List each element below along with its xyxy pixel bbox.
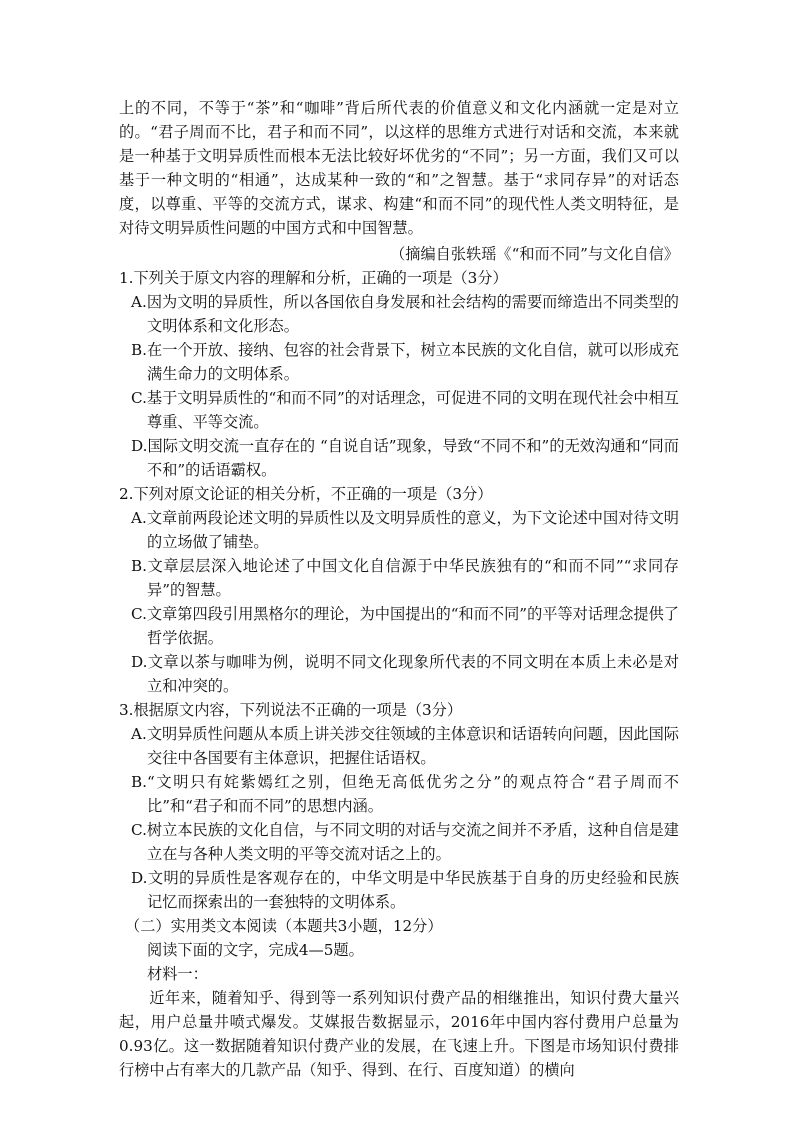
- option-b: B.文章层层深入地论述了中国文化自信源于中华民族独有的“和而不同”“求同存异”的智慧。: [131, 557, 679, 599]
- material-paragraph: 近年来，随着知乎、得到等一系列知识付费产品的相继推出，知识付费大量兴起，用户总量井喷式爆发。艾媒报告数据显示，2016年中国内容付费用户总量为0.93亿。这一数据随着知识付费产业的发展，在飞速上升。下图是市场知识付费排行榜中占有率大的几款产品（知乎、得到、在行、百度知道）的横向: [119, 989, 679, 1079]
- option-a: A.文章前两段论述文明的异质性以及文明异质性的意义，为下文论述中国对待文明的立场做了铺垫。: [131, 509, 679, 551]
- option-c: C.基于文明异质性的“和而不同”的对话理念，可促进不同的文明在现代社会中相互尊重、平等交流。: [131, 389, 679, 431]
- exam-page: [119, 96, 679, 1082]
- option-d: D.国际文明交流一直存在的 “自说自话”现象，导致“不同不和”的无效沟通和“同而不和”的话语霸权。: [131, 437, 679, 479]
- passage-citation: （摘编自张轶瑶《“和而不同”与文化自信》: [390, 245, 679, 263]
- option-c: C.树立本民族的文化自信，与不同文明的对话与交流之间并不矛盾，这种自信是建立在与各种人类文明的平等交流对话之上的。: [131, 821, 679, 863]
- section-heading: （二）实用类文本阅读（本题共3小题，12分）: [125, 917, 443, 935]
- option-b: B.“文明只有姹紫嫣红之别，但绝无高低优劣之分”的观点符合“君子周而不比”和“君子和而不同”的思想内涵。: [131, 773, 679, 815]
- option-b: B.在一个开放、接纳、包容的社会背景下，树立本民族的文化自信，就可以形成充满生命力的文明体系。: [131, 341, 679, 383]
- question-3: [119, 698, 679, 914]
- section-instruction: 阅读下面的文字，完成4—5题。: [147, 941, 364, 959]
- option-d: D.文明的异质性是客观存在的，中华文明是中华民族基于自身的历史经验和民族记忆而探索出的一套独特的文明体系。: [131, 869, 679, 911]
- question-stem: 3.根据原文内容，下列说法不正确的一项是（3分）: [119, 701, 463, 719]
- option-a: A.因为文明的异质性，所以各国依自身发展和社会结构的需要而缔造出不同类型的文明体系和文化形态。: [131, 293, 679, 335]
- question-2: [119, 482, 679, 698]
- passage-paragraph: 上的不同，不等于“茶”和“咖啡”背后所代表的价值意义和文化内涵就一定是对立的。“君子周而不比，君子和而不同”，以这样的思维方式进行对话和交流，本来就是一种基于文明异质性而根本无法比较好坏优劣的“不同”；另一方面，我们又可以基于一种文明的“相通”，达成某种一致的“和”之智慧。基于“求同存异”的对话态度，以尊重、平等的交流方式，谋求、构建“和而不同”的现代性人类文明特征，是对待文明异质性问题的中国方式和中国智慧。: [119, 99, 679, 237]
- option-c: C.文章第四段引用黑格尔的理论，为中国提出的“和而不同”的平等对话理念提供了哲学依据。: [131, 605, 679, 647]
- question-stem: 2.下列对原文论证的相关分析，不正确的一项是（3分）: [119, 485, 493, 503]
- material-label: 材料一：: [147, 965, 208, 983]
- option-d: D.文章以茶与咖啡为例，说明不同文化现象所代表的不同文明在本质上未必是对立和冲突的。: [131, 653, 679, 695]
- option-a: A.文明异质性问题从本质上讲关涉交往领域的主体意识和话语转向问题，因此国际交往中各国要有主体意识，把握住话语权。: [131, 725, 679, 767]
- question-1: [119, 266, 679, 482]
- question-stem: 1.下列关于原文内容的理解和分析，正确的一项是（3分）: [119, 269, 508, 287]
